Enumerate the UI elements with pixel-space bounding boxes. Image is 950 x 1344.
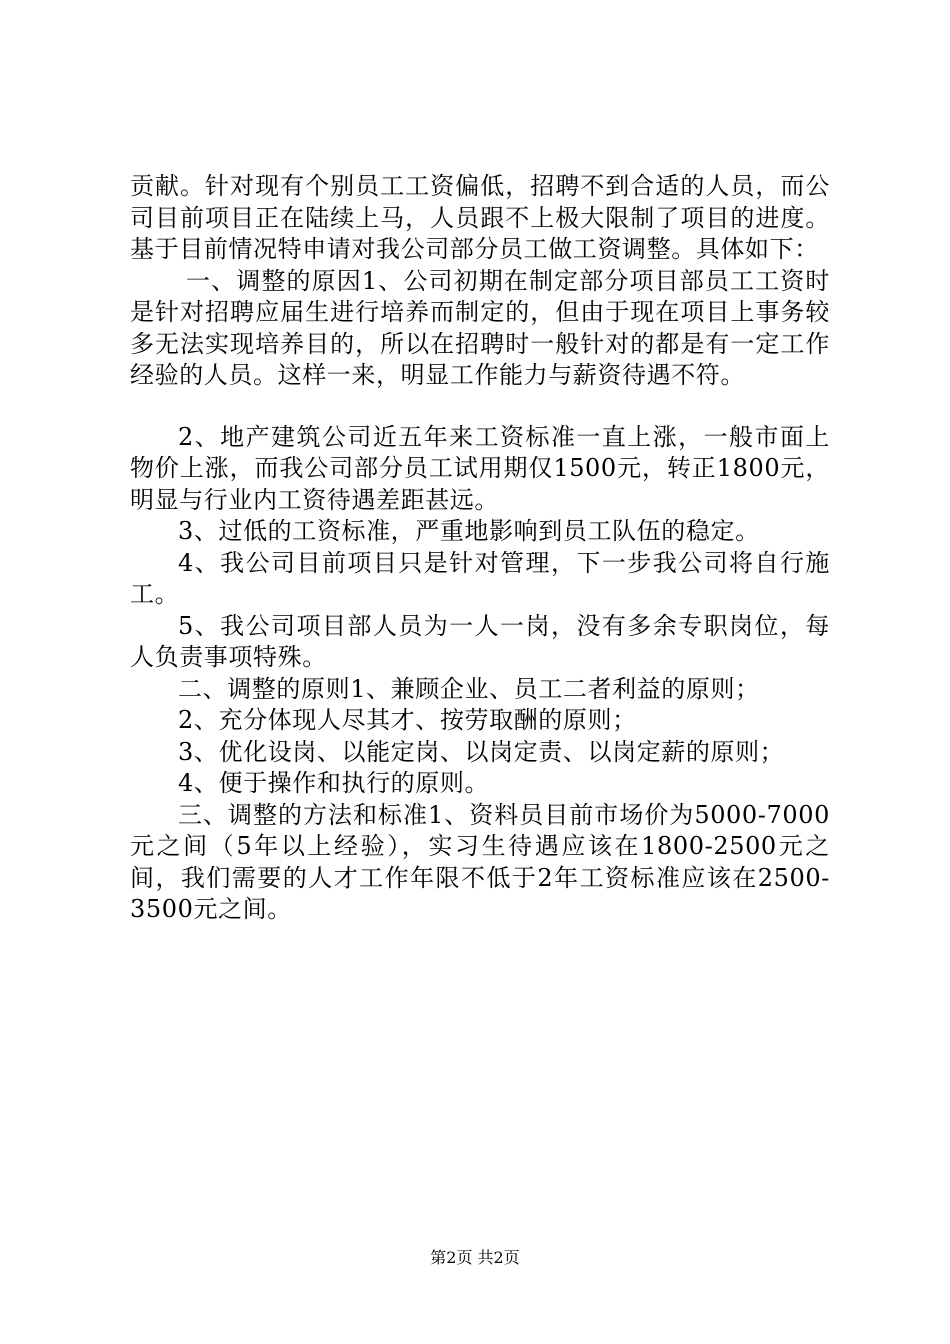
paragraph-reason-5: 5、我公司项目部人员为一人一岗，没有多余专职岗位，每人负责事项特殊。 [130, 611, 830, 671]
paragraph-principle-2: 2、充分体现人尽其才、按劳取酬的原则； [178, 706, 637, 734]
paragraph-reason-1: 一、调整的原因1、公司初期在制定部分项目部员工工资时是针对招聘应届生进行培养而制定的，但由于现在项目上事务较多无法实现培养目的，所以在招聘时一般针对的都是有一定工作经验的人员。这样一来，明显工作能力与薪资待遇不符。 [130, 266, 830, 389]
paragraph-reason-4: 4、我公司目前项目只是针对管理，下一步我公司将自行施工。 [130, 548, 830, 608]
document-body [130, 171, 830, 926]
paragraph-principle-3: 3、优化设岗、以能定岗、以岗定责、以岗定薪的原则； [178, 737, 785, 766]
paragraph-method-1: 三、调整的方法和标准1、资料员目前市场价为5000-7000元之间（5年以上经验），实习生待遇应该在1800-2500元之间，我们需要的人才工作年限不低于2年工资标准应该在2500-3500元之间。 [130, 800, 830, 923]
paragraph-reason-3: 3、过低的工资标准，严重地影响到员工队伍的稳定。 [178, 517, 760, 545]
paragraph-principle-4: 4、便于操作和执行的原则。 [178, 769, 490, 797]
paragraph-reason-2: 2、地产建筑公司近五年来工资标准一直上涨，一般市面上物价上涨，而我公司部分员工试用期仅1500元，转正1800元，明显与行业内工资待遇差距甚远。 [130, 422, 830, 514]
page-footer: 第2页 共2页 [430, 1248, 520, 1267]
paragraph-intro: 贡献。针对现有个别员工工资偏低，招聘不到合适的人员，而公司目前项目正在陆续上马，人员跟不上极大限制了项目的进度。基于目前情况特申请对我公司部分员工做工资调整。具体如下： [130, 172, 830, 263]
paragraph-principle-1: 二、调整的原则1、兼顾企业、员工二者利益的原则； [178, 674, 760, 703]
